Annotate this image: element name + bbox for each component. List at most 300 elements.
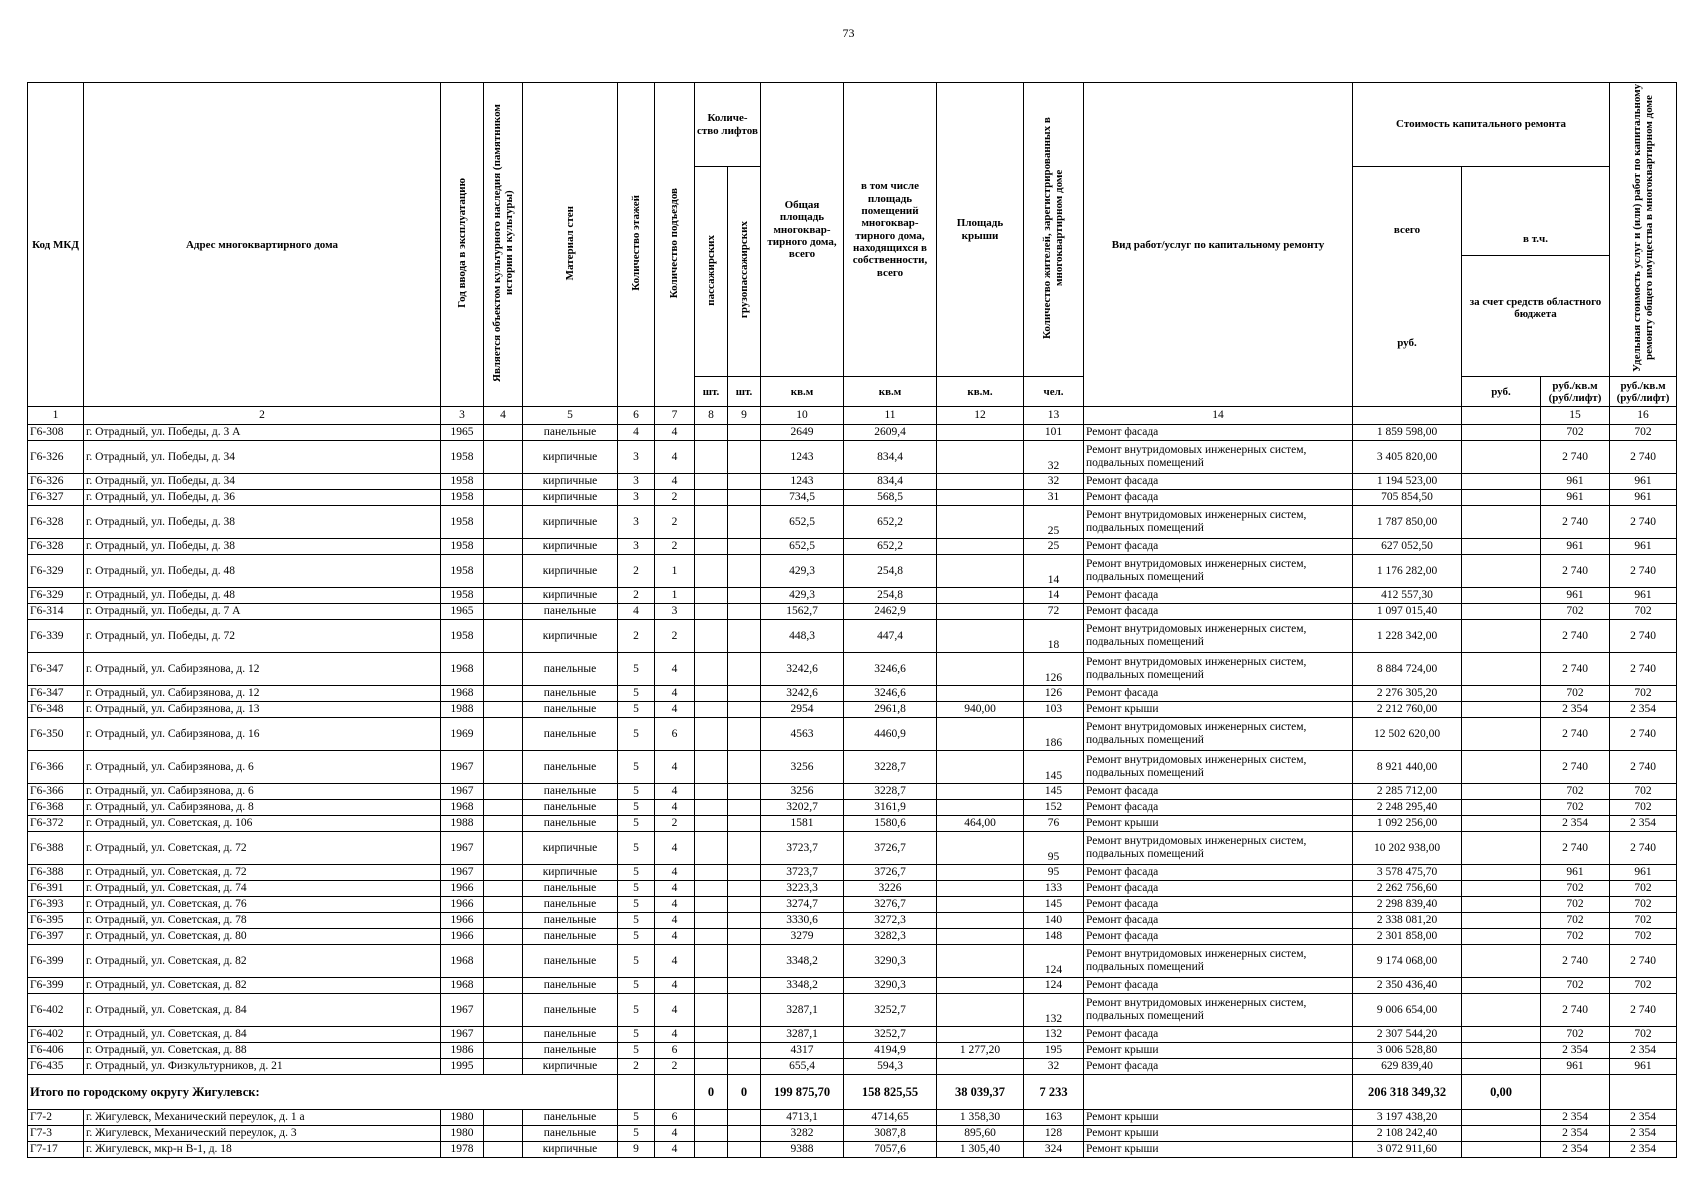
row-entrances: 4 [655,1142,695,1158]
row-year: 1978 [441,1142,484,1158]
row-heritage [484,425,523,441]
row-lifts-passenger [695,881,728,897]
row-heritage [484,620,523,653]
row-work-type: Ремонт фасада [1084,604,1353,620]
row-lifts-passenger [695,588,728,604]
row-walls: панельные [523,945,618,978]
row-code: Г6-347 [28,653,84,686]
row-cost-regional [1462,1059,1541,1075]
row-year: 1967 [441,994,484,1027]
row-roof-area [937,425,1024,441]
row-lifts-cargo [728,539,761,555]
row-walls: кирпичные [523,620,618,653]
row-heritage [484,686,523,702]
row-entrances: 4 [655,897,695,913]
row-entrances: 4 [655,441,695,474]
row-address: г. Отрадный, ул. Физкультурников, д. 21 [84,1059,441,1075]
row-limit-cost: 961 [1610,1059,1677,1075]
row-residents: 25 [1024,539,1084,555]
column-number: 14 [1084,407,1353,425]
row-area-total: 3279 [761,929,844,945]
unit-rate-unit: руб./кв.м (руб/лифт) [1541,377,1610,407]
table-row [28,751,1677,784]
table-row [28,784,1677,800]
row-area-total: 3348,2 [761,945,844,978]
row-unit-cost: 2 354 [1541,1126,1610,1142]
row-lifts-passenger [695,897,728,913]
row-area-owned: 447,4 [844,620,937,653]
row-lifts-passenger [695,490,728,506]
row-code: Г6-328 [28,539,84,555]
row-unit-cost: 702 [1541,978,1610,994]
table-row [28,620,1677,653]
row-year: 1969 [441,718,484,751]
row-code: Г6-391 [28,881,84,897]
column-number: 3 [441,407,484,425]
row-unit-cost: 2 740 [1541,506,1610,539]
row-lifts-passenger [695,816,728,832]
header-code: Код МКД [28,83,84,407]
row-lifts-cargo [728,718,761,751]
row-lifts-cargo [728,784,761,800]
row-walls: панельные [523,784,618,800]
row-code: Г6-406 [28,1043,84,1059]
row-address: г. Отрадный, ул. Советская, д. 78 [84,913,441,929]
row-unit-cost: 961 [1541,1059,1610,1075]
row-walls: кирпичные [523,474,618,490]
row-area-owned: 652,2 [844,539,937,555]
row-floors: 5 [618,832,655,865]
row-lifts-passenger [695,653,728,686]
row-roof-area: 940,00 [937,702,1024,718]
row-cost-total: 1 194 523,00 [1353,474,1462,490]
row-cost-total: 2 298 839,40 [1353,897,1462,913]
table-row [28,945,1677,978]
unit-pcs-passenger: шт. [695,377,728,407]
row-limit-cost: 2 740 [1610,994,1677,1027]
unit-rub-total: руб. [1397,336,1417,349]
header-residents: Количество жителей, зарегистрированных в многоквартирном доме [1024,83,1084,377]
row-area-total: 652,5 [761,539,844,555]
row-walls: кирпичные [523,490,618,506]
table-row [28,555,1677,588]
row-address: г. Отрадный, ул. Сабирзянова, д. 13 [84,702,441,718]
row-residents: 124 [1024,978,1084,994]
row-year: 1967 [441,751,484,784]
row-lifts-cargo [728,832,761,865]
total-work-type [1084,1075,1353,1110]
row-code: Г6-402 [28,994,84,1027]
row-floors: 5 [618,702,655,718]
row-floors: 3 [618,506,655,539]
row-residents: 14 [1024,555,1084,588]
row-address: г. Отрадный, ул. Победы, д. 38 [84,506,441,539]
row-floors: 5 [618,1027,655,1043]
row-lifts-cargo [728,620,761,653]
row-lifts-cargo [728,1142,761,1158]
row-area-owned: 3246,6 [844,653,937,686]
row-cost-total: 2 301 858,00 [1353,929,1462,945]
row-lifts-cargo [728,588,761,604]
row-cost-total: 2 108 242,40 [1353,1126,1462,1142]
row-area-owned: 3252,7 [844,1027,937,1043]
row-cost-total: 2 350 436,40 [1353,978,1462,994]
row-area-total: 429,3 [761,588,844,604]
row-cost-regional [1462,751,1541,784]
row-area-total: 3287,1 [761,1027,844,1043]
column-number: 6 [618,407,655,425]
total-roof-area: 38 039,37 [937,1075,1024,1110]
row-limit-cost: 961 [1610,474,1677,490]
row-lifts-passenger [695,865,728,881]
row-walls: панельные [523,929,618,945]
row-year: 1958 [441,474,484,490]
row-floors: 3 [618,490,655,506]
table-row [28,978,1677,994]
row-entrances: 2 [655,620,695,653]
row-address: г. Отрадный, ул. Сабирзянова, д. 6 [84,751,441,784]
table-row [28,897,1677,913]
row-lifts-passenger [695,800,728,816]
row-limit-cost: 961 [1610,539,1677,555]
row-unit-cost: 2 740 [1541,751,1610,784]
row-limit-cost: 961 [1610,865,1677,881]
row-area-total: 3274,7 [761,897,844,913]
row-floors: 5 [618,913,655,929]
row-address: г. Отрадный, ул. Сабирзянова, д. 12 [84,686,441,702]
row-cost-total: 3 072 911,60 [1353,1142,1462,1158]
row-cost-total: 2 307 544,20 [1353,1027,1462,1043]
header-lifts-passenger: пассажирских [695,167,728,377]
row-heritage [484,1142,523,1158]
row-limit-cost: 2 354 [1610,1043,1677,1059]
row-code: Г6-327 [28,490,84,506]
header-walls: Материал стен [523,83,618,407]
row-floors: 2 [618,1059,655,1075]
row-address: г. Отрадный, ул. Победы, д. 36 [84,490,441,506]
row-cost-regional [1462,1142,1541,1158]
row-entrances: 2 [655,1059,695,1075]
row-code: Г6-388 [28,832,84,865]
row-area-owned: 254,8 [844,555,937,588]
table-row [28,865,1677,881]
row-lifts-cargo [728,865,761,881]
row-area-total: 3723,7 [761,865,844,881]
row-roof-area [937,832,1024,865]
row-heritage [484,816,523,832]
row-cost-regional [1462,474,1541,490]
row-lifts-passenger [695,1059,728,1075]
header-floors: Количество этажей [618,83,655,407]
row-heritage [484,604,523,620]
header-heritage: Является объектом культурного наследия (памятником истории и культуры) [484,83,523,407]
row-cost-total: 2 248 295,40 [1353,800,1462,816]
table-row [28,800,1677,816]
row-cost-total: 3 578 475,70 [1353,865,1462,881]
row-entrances: 4 [655,945,695,978]
row-year: 1958 [441,588,484,604]
row-cost-regional [1462,555,1541,588]
row-entrances: 6 [655,718,695,751]
row-area-owned: 568,5 [844,490,937,506]
row-unit-cost: 702 [1541,881,1610,897]
row-area-owned: 3228,7 [844,751,937,784]
row-residents: 324 [1024,1142,1084,1158]
table-row [28,425,1677,441]
row-heritage [484,978,523,994]
row-cost-regional [1462,897,1541,913]
row-unit-cost: 702 [1541,686,1610,702]
row-lifts-passenger [695,506,728,539]
row-unit-cost: 2 740 [1541,620,1610,653]
row-year: 1958 [441,555,484,588]
row-residents: 95 [1024,865,1084,881]
row-roof-area [937,897,1024,913]
row-floors: 9 [618,1142,655,1158]
row-work-type: Ремонт фасада [1084,425,1353,441]
row-address: г. Отрадный, ул. Советская, д. 82 [84,978,441,994]
column-number: 8 [695,407,728,425]
row-walls: кирпичные [523,555,618,588]
table-row [28,702,1677,718]
row-lifts-passenger [695,1027,728,1043]
row-area-owned: 4460,9 [844,718,937,751]
row-work-type: Ремонт крыши [1084,1142,1353,1158]
row-entrances: 4 [655,702,695,718]
row-limit-cost: 702 [1610,686,1677,702]
row-address: г. Отрадный, ул. Победы, д. 48 [84,588,441,604]
unit-rub-regional: руб. [1462,377,1541,407]
row-area-owned: 834,4 [844,474,937,490]
row-cost-total: 8 921 440,00 [1353,751,1462,784]
row-work-type: Ремонт фасада [1084,929,1353,945]
row-limit-cost: 702 [1610,800,1677,816]
row-lifts-cargo [728,686,761,702]
row-entrances: 2 [655,490,695,506]
row-year: 1968 [441,686,484,702]
row-cost-regional [1462,588,1541,604]
row-area-total: 3223,3 [761,881,844,897]
row-address: г. Отрадный, ул. Советская, д. 74 [84,881,441,897]
row-code: Г6-366 [28,784,84,800]
row-work-type: Ремонт фасада [1084,865,1353,881]
row-entrances: 4 [655,800,695,816]
row-cost-regional [1462,604,1541,620]
column-number: 9 [728,407,761,425]
row-address: г. Отрадный, ул. Сабирзянова, д. 6 [84,784,441,800]
row-heritage [484,897,523,913]
row-work-type: Ремонт фасада [1084,784,1353,800]
row-year: 1995 [441,1059,484,1075]
row-code: Г6-388 [28,865,84,881]
row-cost-total: 412 557,30 [1353,588,1462,604]
column-number: 1 [28,407,84,425]
row-lifts-passenger [695,1043,728,1059]
row-code: Г6-366 [28,751,84,784]
row-walls: панельные [523,994,618,1027]
row-limit-cost: 2 354 [1610,816,1677,832]
row-floors: 5 [618,945,655,978]
column-number [1462,407,1541,425]
row-walls: кирпичные [523,1142,618,1158]
header-entrances: Количество подъездов [655,83,695,407]
row-residents: 32 [1024,474,1084,490]
row-unit-cost: 2 740 [1541,832,1610,865]
total-entrances [655,1075,695,1110]
row-area-owned: 3252,7 [844,994,937,1027]
row-residents: 32 [1024,441,1084,474]
row-entrances: 4 [655,425,695,441]
row-floors: 2 [618,620,655,653]
row-heritage [484,1027,523,1043]
row-residents: 145 [1024,784,1084,800]
row-area-owned: 3290,3 [844,945,937,978]
row-area-total: 1243 [761,441,844,474]
row-year: 1968 [441,978,484,994]
row-lifts-passenger [695,832,728,865]
row-code: Г6-350 [28,718,84,751]
row-lifts-passenger [695,945,728,978]
row-entrances: 4 [655,653,695,686]
header-cost-total-label: всего [1393,224,1421,237]
row-address: г. Жигулевск, Механический переулок, д. 1 а [84,1110,441,1126]
row-residents: 148 [1024,929,1084,945]
row-entrances: 1 [655,588,695,604]
row-entrances: 4 [655,978,695,994]
row-area-owned: 3276,7 [844,897,937,913]
row-year: 1965 [441,604,484,620]
row-walls: кирпичные [523,865,618,881]
row-code: Г6-393 [28,897,84,913]
total-residents: 7 233 [1024,1075,1084,1110]
row-limit-cost: 961 [1610,588,1677,604]
row-heritage [484,751,523,784]
row-cost-regional [1462,832,1541,865]
row-address: г. Отрадный, ул. Победы, д. 3 А [84,425,441,441]
unit-people: чел. [1024,377,1084,407]
row-work-type: Ремонт крыши [1084,1126,1353,1142]
unit-rate-limit: руб./кв.м (руб/лифт) [1610,377,1677,407]
row-area-total: 3256 [761,751,844,784]
row-walls: панельные [523,751,618,784]
row-cost-total: 1 176 282,00 [1353,555,1462,588]
row-unit-cost: 2 740 [1541,945,1610,978]
row-area-owned: 3726,7 [844,865,937,881]
row-area-owned: 3228,7 [844,784,937,800]
row-cost-total: 3 006 528,80 [1353,1043,1462,1059]
column-number-row [28,407,1677,425]
row-floors: 5 [618,978,655,994]
row-address: г. Отрадный, ул. Победы, д. 48 [84,555,441,588]
row-work-type: Ремонт внутридомовых инженерных систем, подвальных помещений [1084,653,1353,686]
row-area-owned: 2609,4 [844,425,937,441]
row-walls: кирпичные [523,441,618,474]
row-residents: 18 [1024,620,1084,653]
row-walls: панельные [523,604,618,620]
row-limit-cost: 2 354 [1610,1126,1677,1142]
row-unit-cost: 2 740 [1541,441,1610,474]
row-code: Г6-399 [28,945,84,978]
column-number: 2 [84,407,441,425]
row-residents: 133 [1024,881,1084,897]
row-residents: 25 [1024,506,1084,539]
row-entrances: 4 [655,881,695,897]
row-roof-area [937,929,1024,945]
unit-sqm-roof: кв.м. [937,377,1024,407]
row-unit-cost: 2 354 [1541,702,1610,718]
row-code: Г6-326 [28,474,84,490]
row-residents: 163 [1024,1110,1084,1126]
row-cost-total: 2 262 756,60 [1353,881,1462,897]
row-floors: 5 [618,1043,655,1059]
row-walls: панельные [523,978,618,994]
row-residents: 128 [1024,1126,1084,1142]
row-floors: 5 [618,929,655,945]
row-lifts-passenger [695,784,728,800]
header-unit-cost: Удельная стоимость услуг и (или) работ по капитальному ремонту общего имущества в многоквартирном доме [1610,83,1677,377]
row-limit-cost: 2 740 [1610,506,1677,539]
row-unit-cost: 2 354 [1541,1142,1610,1158]
row-year: 1968 [441,653,484,686]
row-residents: 95 [1024,832,1084,865]
row-area-owned: 3161,9 [844,800,937,816]
table-row [28,1126,1677,1142]
row-year: 1958 [441,620,484,653]
row-year: 1980 [441,1126,484,1142]
row-cost-total: 1 787 850,00 [1353,506,1462,539]
row-lifts-passenger [695,620,728,653]
row-heritage [484,702,523,718]
row-address: г. Отрадный, ул. Советская, д. 72 [84,832,441,865]
row-lifts-passenger [695,702,728,718]
row-cost-regional [1462,1110,1541,1126]
page-number: 73 [842,26,855,40]
row-address: г. Отрадный, ул. Победы, д. 38 [84,539,441,555]
row-cost-regional [1462,881,1541,897]
row-address: г. Отрадный, ул. Советская, д. 82 [84,945,441,978]
row-unit-cost: 702 [1541,1027,1610,1043]
row-cost-total: 1 092 256,00 [1353,816,1462,832]
row-limit-cost: 2 740 [1610,555,1677,588]
row-lifts-passenger [695,1126,728,1142]
row-area-total: 4563 [761,718,844,751]
row-roof-area [937,604,1024,620]
table-row [28,1110,1677,1126]
row-area-total: 4713,1 [761,1110,844,1126]
row-work-type: Ремонт фасада [1084,978,1353,994]
row-floors: 5 [618,897,655,913]
row-unit-cost: 702 [1541,800,1610,816]
row-roof-area [937,1059,1024,1075]
row-floors: 2 [618,555,655,588]
row-roof-area: 1 358,30 [937,1110,1024,1126]
row-year: 1958 [441,539,484,555]
row-unit-cost: 2 740 [1541,718,1610,751]
row-area-owned: 4714,65 [844,1110,937,1126]
row-cost-regional [1462,425,1541,441]
row-area-owned: 4194,9 [844,1043,937,1059]
row-heritage [484,474,523,490]
row-walls: панельные [523,1126,618,1142]
row-floors: 5 [618,800,655,816]
row-walls: панельные [523,1043,618,1059]
row-address: г. Отрадный, ул. Сабирзянова, д. 12 [84,653,441,686]
row-residents: 103 [1024,702,1084,718]
row-year: 1988 [441,816,484,832]
row-entrances: 4 [655,1027,695,1043]
row-heritage [484,506,523,539]
row-year: 1967 [441,1027,484,1043]
